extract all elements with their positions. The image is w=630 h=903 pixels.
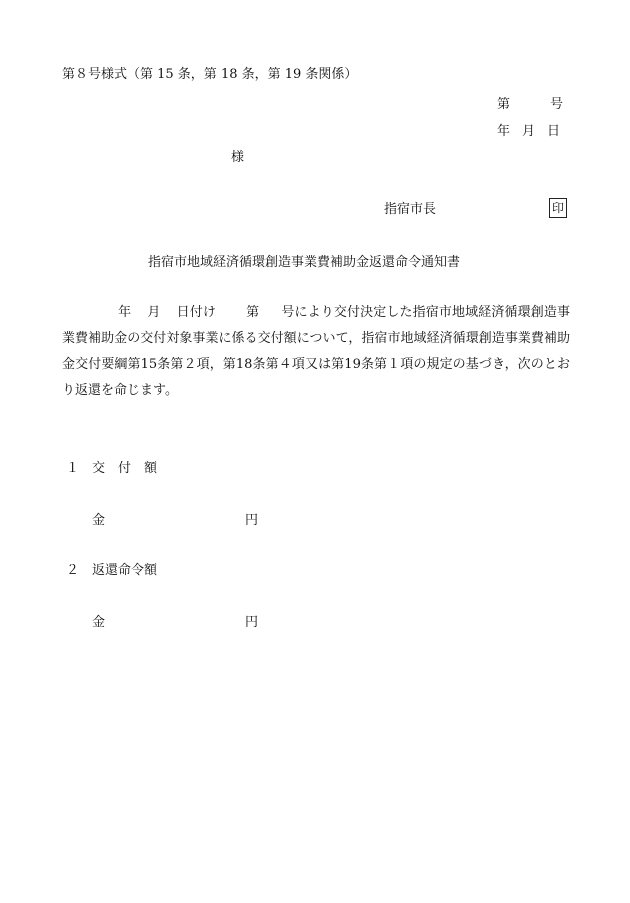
- recipient-honorific: 様: [231, 150, 245, 165]
- form-label: 第８号様式（第 15 条，第 18 条，第 19 条関係）: [62, 67, 358, 82]
- date-day: 日: [547, 124, 561, 139]
- body-main-text: 号により交付決定した指宿市地域経済循環創造事業費補助金の交付対象事業に係る交付額について，指宿市地域経済循環創造事業費補助金交付要綱第15条第２項，第18条第４項又は第19条第１項の規定の基づき，次のとおり返還を命じます。: [62, 305, 570, 398]
- date-year: 年: [497, 124, 511, 139]
- date-month: 月: [522, 124, 536, 139]
- item-number: ２: [66, 563, 80, 578]
- body-year: 年: [118, 305, 132, 320]
- document-number: [497, 96, 563, 114]
- item-refund-amount: [66, 562, 157, 580]
- item-label: 交 付 額: [92, 461, 158, 476]
- number-prefix: 第: [497, 97, 511, 112]
- body-dated: 日付け: [176, 305, 216, 320]
- refund-amount-line: [92, 614, 258, 632]
- item-label: 返還命令額: [92, 563, 158, 578]
- document-date: [497, 123, 560, 141]
- amount-prefix: 金: [92, 615, 106, 630]
- document-title: 指宿市地域経済循環創造事業費補助金返還命令通知書: [148, 255, 461, 270]
- issuer-name: 指宿市長: [384, 202, 437, 217]
- amount-unit: 円: [245, 513, 259, 528]
- grant-amount-line: [92, 512, 258, 530]
- item-grant-amount: [66, 460, 157, 478]
- body-no-prefix: 第: [246, 305, 260, 320]
- body-paragraph: [62, 300, 570, 404]
- item-number: １: [66, 461, 80, 476]
- amount-prefix: 金: [92, 513, 106, 528]
- amount-unit: 円: [245, 615, 259, 630]
- seal-box: 印: [549, 198, 567, 218]
- number-suffix: 号: [550, 97, 564, 112]
- body-month: 月: [147, 305, 161, 320]
